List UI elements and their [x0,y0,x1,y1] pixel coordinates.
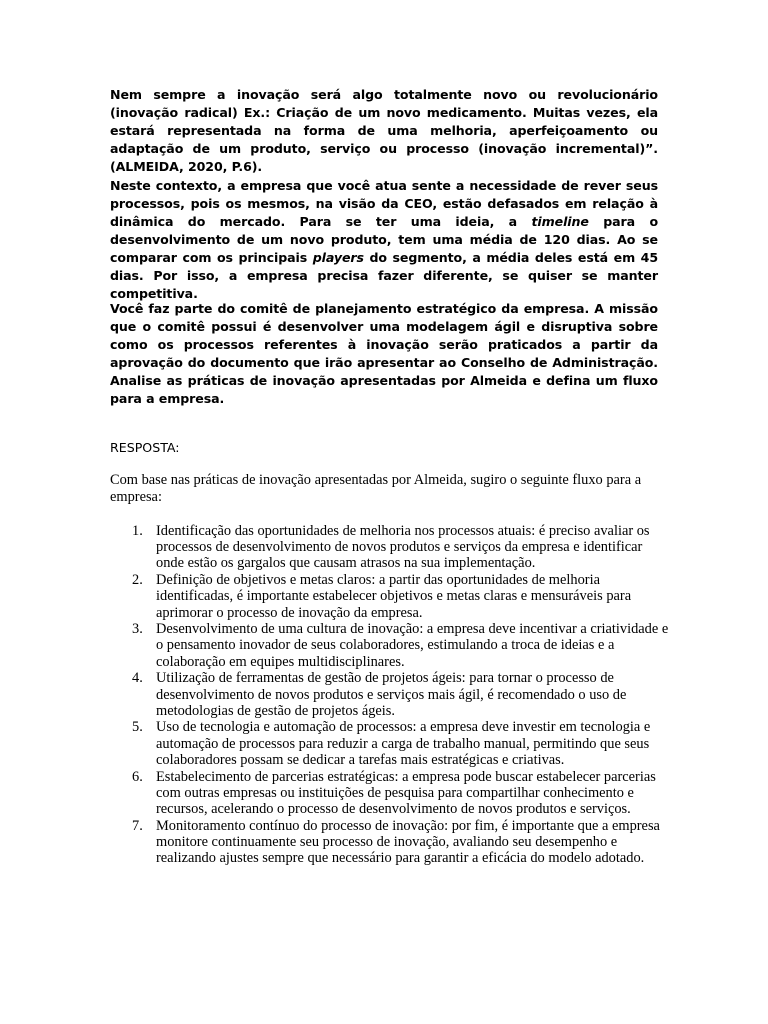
list-item-text: Estabelecimento de parcerias estratégicas: a empresa pode buscar estabelecer parcerias com outras empresas ou instituições de pesquisa para compartilhar conhecimento e recursos, acelerando o processo de desenvolvimento de novos produtos e serviços. [156,768,656,817]
paragraph-context [110,177,658,303]
paragraph-mission: Você faz parte do comitê de planejamento estratégico da empresa. A missão que o comitê possui é desenvolver uma modelagem ágil e disruptiva sobre como os processos referentes à inovação serão praticados a partir da aprovação do documento que irão apresentar ao Conselho de Administração. Analise as práticas de inovação apresentadas por Almeida e defina um fluxo para a empresa. [110,301,658,406]
paragraph-quote: Nem sempre a inovação será algo totalmente novo ou revolucionário (inovação radical) Ex.: Criação de um novo medicamento. Muitas vezes, ela estará representada na forma de uma melhoria, aperfeiçoamento ou adaptação de um produto, serviço ou processo (inovação incremental)”. (ALMEIDA, 2020, P.6). [110,87,658,174]
context-italic-players: players [312,250,364,265]
list-item-number: 7. [132,817,143,834]
list-item [110,523,670,572]
list-item-number: 1. [132,523,143,539]
answer-intro: Com base nas práticas de inovação apresentadas por Almeida, sugiro o seguinte fluxo para a empresa: [110,472,642,505]
list-item-number: 4. [132,670,143,687]
list-item [110,572,670,621]
context-text-1: Neste contexto, a empresa que você atua sente a necessidade de rever seus processos, pois os mesmos, na visão da CEO, estão defasados em relação à dinâmica do mercado. Para se ter uma ideia, a [110,178,658,229]
list-item [110,818,670,867]
list-item [110,621,670,670]
list-item-text: Uso de tecnologia e automação de processos: a empresa deve investir em tecnologia e automação de processos para reduzir a carga de trabalho manual, permitindo que seus colaboradores possam se dedicar a tarefas mais estratégicas e criativas. [156,719,651,768]
list-item-text: Definição de objetivos e metas claros: a partir das oportunidades de melhoria identificadas, é importante estabelecer objetivos e metas claras e mensuráveis para aprimorar o processo de inovação da empresa. [156,572,632,621]
list-item [110,670,670,719]
context-text-3: do segmento, a média deles está em 45 dias. Por isso, a empresa precisa fazer diferente, se quiser se manter competitiva. [110,250,658,301]
list-item-number: 2. [132,572,143,589]
list-item-number: 6. [132,768,143,785]
answer-heading: RESPOSTA: [110,440,180,455]
list-item [110,719,670,768]
context-text-2: para o desenvolvimento de um novo produto, tem uma média de 120 dias. Ao se comparar com os principais [110,214,658,265]
list-item-number: 5. [132,719,143,736]
list-item-number: 3. [132,621,143,638]
list-item [110,769,670,818]
list-item-text: Utilização de ferramentas de gestão de projetos ágeis: para tornar o processo de desenvolvimento de novos produtos e serviços mais ágil, é recomendado o uso de metodologias de gestão de projetos ágeis. [156,670,627,719]
list-item-text: Desenvolvimento de uma cultura de inovação: a empresa deve incentivar a criatividade e o pensamento inovador de seus colaboradores, estimulando a troca de ideias e a colaboração em equipes multidisciplinares. [156,621,669,670]
answer-steps-list [110,523,670,867]
context-italic-timeline: timeline [531,214,589,229]
list-item-text: Monitoramento contínuo do processo de inovação: por fim, é importante que a empresa monitore continuamente seu processo de inovação, avaliando seu desempenho e realizando ajustes sempre que necessário para garantir a eficácia do modelo adotado. [156,817,660,867]
list-item-text: Identificação das oportunidades de melhoria nos processos atuais: é preciso avaliar os processos de desenvolvimento de novos produtos e serviços da empresa e identificar onde estão os gargalos que causam atrasos na sua implementação. [156,523,650,572]
